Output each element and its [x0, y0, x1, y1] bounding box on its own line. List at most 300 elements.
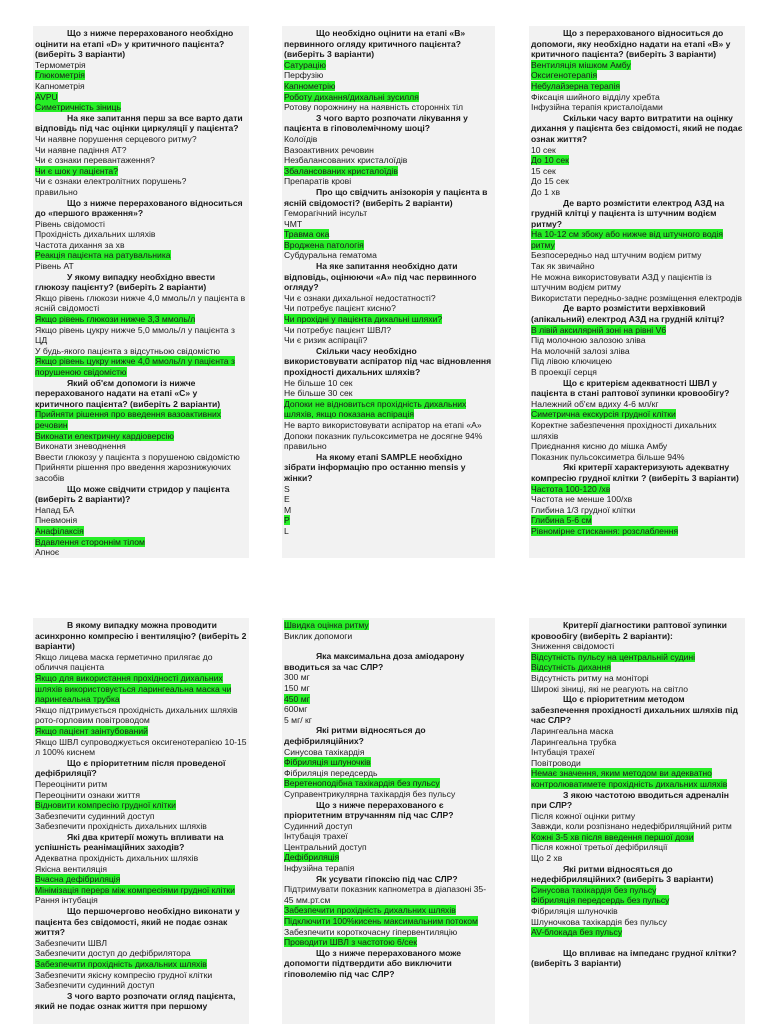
answer-text: P [284, 515, 290, 526]
answer-option [35, 452, 247, 463]
answer-text: Якщо рівень глюкози нижче 3,3 ммоль/л [35, 314, 196, 325]
answer-text: Збалансованих кристалоїдів [284, 165, 398, 176]
answer-text: Забезпечити судинний доступ [35, 810, 155, 821]
answer-text: Не можна використовувати АЗД у пацієнтів із штучним водієм ритму [531, 271, 712, 293]
answer-option [284, 155, 493, 166]
answer-option [531, 399, 743, 410]
answer-text: Вазоактивних речовин [284, 144, 374, 155]
answer-option [35, 240, 247, 251]
answer-text: Оксигенотерапія [531, 70, 598, 81]
answer-option [284, 842, 493, 853]
answer-option [35, 505, 247, 516]
answer-option-highlighted [531, 409, 743, 420]
answer-text: Завжди, коли розпізнано недефібриляційний ритм [531, 821, 732, 832]
answer-text: Фібриляція передсердь без пульсу [531, 895, 670, 906]
answer-text: Фіксація шийного відділу хребта [531, 91, 660, 102]
question-text: Де варто розмістити верхівковий (апікальний) електрод АЗД на грудній клітці? [531, 303, 725, 325]
answer-text: Підтримувати показник капнометра в діапазоні 35-45 мм.рт.см [284, 884, 487, 905]
answer-option [531, 641, 743, 652]
answer-option-highlighted [284, 905, 493, 916]
answer-option [35, 155, 247, 166]
answer-text: Після кожної оцінки ритму [531, 810, 636, 821]
answer-text: Чи наявне порушення серцевого ритму? [35, 133, 197, 144]
answer-text: На молочній залозі зліва [531, 345, 630, 356]
answer-option-highlighted [35, 874, 247, 885]
answer-text: Фібриляція шлуночків [531, 906, 618, 917]
answer-text: Не більше 10 сек [284, 377, 353, 388]
answer-text: M [284, 504, 292, 515]
answer-text: Безпосередньо над штучним водієм ритму [531, 250, 702, 261]
answer-text: Препаратів крові [284, 176, 352, 187]
answer-text: Забезпечити прохідність дихальних шляхів [35, 821, 207, 832]
question-text: Які ритми відносяться до дефібриляційних? [284, 725, 426, 746]
question-text: З якою частотою вводиться адреналін при СЛР? [531, 789, 729, 811]
answer-text: Переоцінити ознаки життя [35, 789, 140, 800]
answer-text: Немає значення, яким методом ви адекватно контролюватимете прохідність дихальних шляхів [531, 768, 728, 789]
answer-text: Рання інтубація [35, 895, 98, 906]
answer-text: Рівномірне стискання: розслаблення [531, 525, 679, 536]
answer-option [284, 821, 493, 832]
question-text: Де варто розмістити електрод АЗД на грудній клітці у пацієнта із штучним водієм ритму? [531, 197, 725, 229]
question-text: Що першочергово необхідно виконати у пацієнта без свідомості, який не подає ознак життя? [35, 906, 240, 938]
answer-text: AV-блокада без пульсу [531, 927, 623, 938]
answer-text: Широкі зіниці, які не реагують на світло [531, 683, 689, 694]
answer-text: Забезпечити доступ до дефібрилятора [35, 948, 191, 959]
question-text: Що з нижче перерахованого необхідно оцінити на етапі «D» у критичного пацієнта? (виберіть 3 варіанти) [35, 28, 234, 60]
question-text: Що необхідно оцінити на етапі «В» первинного огляду критичного пацієнта? (виберіть 3 варіанти) [284, 28, 466, 60]
answer-option [35, 938, 247, 949]
answer-text: Забезпечити прохідність дихальних шляхів [35, 959, 207, 969]
answer-option [284, 484, 493, 495]
answer-text: До 10 сек [531, 155, 569, 166]
answer-text: Якщо ШВЛ супроводжується оксигенотерапією 10-15 л 100% киснем [35, 736, 247, 758]
answer-text: Чи потребує пацієнт кисню? [284, 303, 396, 314]
answer-option-highlighted [35, 726, 247, 737]
answer-text: Ввести глюкозу у пацієнта з порушеною свідомістю [35, 451, 240, 462]
answer-text: правильно [35, 186, 78, 197]
answer-text: 450 мг [284, 693, 310, 704]
answer-text: Чи є ризик аспірації? [284, 335, 368, 346]
answer-option-highlighted [35, 959, 247, 970]
question-text: Що є критерієм адекватності ШВЛ у пацієнта в стані раптової зупинки кровообігу? [531, 377, 730, 399]
answer-option [284, 102, 493, 113]
answer-option [35, 737, 247, 758]
answer-text: Вчасна дефібриляція [35, 874, 121, 885]
answer-text: Субдуральна гематома [284, 250, 377, 261]
answer-option [531, 367, 743, 378]
answer-option-highlighted [35, 92, 247, 103]
answer-text: Під лівою ключицею [531, 356, 612, 367]
answer-option [284, 683, 493, 694]
answer-text: До 15 сек [531, 176, 569, 187]
answer-text: Анафілаксія [35, 525, 84, 536]
answer-option [284, 768, 493, 779]
spacer [284, 641, 493, 651]
answer-option-highlighted [531, 515, 743, 526]
answer-option [531, 505, 743, 516]
answer-text: Чи є шок у пацієнта? [35, 165, 118, 176]
question-text: Які два критерії можуть впливати на успішність реанімаційних заходів? [35, 831, 224, 853]
document-page-5 [282, 618, 495, 1024]
answer-option [284, 208, 493, 219]
answer-option [35, 970, 247, 981]
answer-text: Частота не менше 100/хв [531, 494, 633, 505]
answer-text: Відновити компресію грудної клітки [35, 800, 176, 811]
answer-text: Симетричність зіниць [35, 102, 121, 113]
answer-option [531, 821, 743, 832]
answer-option [284, 441, 493, 452]
answer-option [284, 704, 493, 715]
question-text: Про що свідчить анізокорія у пацієнта в ясній свідомості? (виберіть 2 варіанти) [284, 186, 488, 208]
answer-text: Відсутність дихання [531, 662, 611, 673]
question-text: Які критерії характеризують адекватну компресію грудної клітки ? (виберіть 3 варіанти) [531, 462, 739, 483]
answer-text: Термометрія [35, 59, 86, 70]
answer-option [531, 187, 743, 198]
answer-option-highlighted [35, 526, 247, 537]
answer-option [35, 462, 247, 483]
answer-text: Інтубація трахеї [284, 831, 348, 842]
answer-option-highlighted [35, 250, 247, 261]
answer-text: Забезпечити якісну компресію грудної клітки [35, 969, 213, 980]
answer-option [35, 134, 247, 145]
question-text: Скільки часу необхідно використовувати аспіратор під час відновлення прохідності дихальних шляхів? [284, 345, 492, 377]
question-text: Що є пріоритетним методом забезпечення прохідності дихальних шляхів під час СЛР? [531, 694, 738, 726]
question-text: Яка максимальна доза аміодарону вводиться за час СЛР? [284, 651, 465, 672]
answer-text: Синусова тахікардія без пульсу [531, 884, 657, 895]
answer-option [35, 895, 247, 906]
answer-option [284, 789, 493, 800]
answer-text: 5 мг/ кг [284, 714, 312, 725]
answer-text: 150 мг [284, 682, 310, 693]
answer-option [284, 631, 493, 642]
answer-text: Фібриляція передсердь [284, 767, 378, 778]
question-text: У якому випадку необхідно ввести глюкозу пацієнту? (виберіть 2 варіанти) [35, 271, 216, 293]
answer-text: Перфузію [284, 70, 324, 81]
answer-text: Сатурацію [284, 59, 326, 70]
answer-option [531, 684, 743, 695]
answer-option-highlighted [35, 409, 247, 430]
answer-text: Рівень АТ [35, 261, 74, 272]
answer-option-highlighted [35, 70, 247, 81]
answer-text: E [284, 494, 290, 505]
answer-option-highlighted [531, 927, 743, 938]
answer-option [35, 515, 247, 526]
answer-option-highlighted [531, 832, 743, 843]
answer-option [531, 272, 743, 293]
answer-text: Що 2 хв [531, 853, 563, 864]
answer-text: 15 сек [531, 165, 556, 176]
answer-text: Синусова тахікардія [284, 746, 365, 757]
answer-option-highlighted [35, 356, 247, 377]
answer-text: Глюкометрія [35, 70, 85, 81]
answer-text: Після кожної третьої дефібриляції [531, 842, 668, 853]
answer-option [284, 715, 493, 726]
answer-option [35, 811, 247, 822]
answer-text: правильно [284, 441, 327, 452]
answer-option [35, 948, 247, 959]
answer-option [531, 420, 743, 441]
answer-text: Прийняти рішення про введення жарознижуючих засобів [35, 462, 231, 483]
answer-text: Коректне забезпечення прохідності дихальних шляхів [531, 419, 717, 441]
question-text: Що з нижче перерахованого відноситься до «першого враження»? [35, 197, 243, 219]
answer-option [284, 747, 493, 758]
answer-option-highlighted [35, 885, 247, 896]
answer-text: Капнометрію [284, 80, 336, 91]
answer-text: Прохідність дихальних шляхів [35, 229, 156, 240]
answer-text: Якщо рівень глюкози нижче 4,0 ммоль/л у пацієнта в ясній свідомості [35, 292, 246, 314]
answer-option [35, 790, 247, 801]
answer-text: Швидка оцінка ритму [284, 620, 369, 630]
answer-option [531, 811, 743, 822]
answer-option [284, 672, 493, 683]
answer-text: Допоки не відновиться прохідність дихальних шляхів, якщо показана аспірація [284, 398, 467, 420]
answer-text: Забезпечити ШВЛ [35, 937, 108, 948]
answer-text: Під молочною залозою зліва [531, 335, 646, 346]
answer-text: Чи потребує пацієнт ШВЛ? [284, 324, 392, 335]
question-text: З чого варто розпочати лікування у пацієнта в гіповолемічному шоці? [284, 112, 468, 134]
question-text: В якому випадку можна проводити асинхронно компресію і вентиляцію? (виберіть 2 варіанти) [35, 620, 247, 652]
answer-option [35, 652, 247, 673]
answer-option [284, 293, 493, 304]
answer-option [531, 747, 743, 758]
answer-option [35, 176, 247, 187]
answer-text: Ротову порожнину на наявність сторонніх тіл [284, 102, 464, 113]
question-text: Що з нижче перерахованого є пріоритетним втручанням під час СЛР? [284, 799, 454, 821]
answer-text: У будь-якого пацієнта з відсутньою свідомістю [35, 345, 220, 356]
answer-option [35, 60, 247, 71]
answer-text: Допоки показник пульсоксиметра не досягне 94% [284, 430, 483, 441]
answer-text: Чи є ознаки електролітних порушень? [35, 176, 187, 187]
answer-text: Травма ока [284, 229, 330, 240]
answer-option [35, 261, 247, 272]
answer-text: Підключити 100%кисень максимальним потоком [284, 916, 478, 927]
answer-text: Апноє [35, 547, 60, 558]
answer-option-highlighted [35, 800, 247, 811]
answer-option [35, 293, 247, 314]
question-text: З чого варто розпочати огляд пацієнта, який не подає ознак життя при першому [35, 990, 236, 1012]
answer-option [284, 831, 493, 842]
answer-option-highlighted [531, 229, 743, 250]
answer-text: Переоцінити ритм [35, 778, 108, 789]
question-text: На яке запитання перш за все варто дати відповідь під час оцінки циркуляції у пацієнта? [35, 112, 243, 134]
answer-text: Ларингеальна трубка [531, 736, 617, 747]
question-text: Що впливає на імпеданс грудної клітки? (виберіть 3 варіанти) [531, 947, 737, 969]
answer-option [531, 346, 743, 357]
answer-option [35, 145, 247, 156]
answer-option [531, 917, 743, 928]
answer-option [35, 547, 247, 558]
answer-option [531, 494, 743, 505]
answer-option-highlighted [531, 652, 743, 663]
answer-text: Шлуночкова тахікардія без пульсу [531, 916, 667, 927]
answer-option-highlighted [35, 537, 247, 548]
answer-option [531, 906, 743, 917]
answer-text: Мінімізація перерв між компресіями грудної клітки [35, 884, 235, 895]
answer-option-highlighted [284, 229, 493, 240]
question-text: Який об'єм допомоги із нижче перерахованого надати на етапі «С» у критичного пацієнта? (виберіть 2 варіанти) [35, 377, 221, 409]
answer-option-highlighted [35, 102, 247, 113]
answer-option [284, 505, 493, 516]
answer-option-highlighted [284, 314, 493, 325]
answer-option-highlighted [531, 768, 743, 789]
answer-option [531, 176, 743, 187]
answer-option [35, 346, 247, 357]
answer-option [284, 388, 493, 399]
answer-text: Вдавлення стороннім тілом [35, 536, 145, 547]
answer-option-highlighted [284, 240, 493, 251]
question-text: Які ритми відносяться до недефібриляційних? (виберіть 3 варіанти) [531, 863, 714, 885]
answer-text: Небулайзерна терапія [531, 80, 621, 91]
answer-text: Судинний доступ [284, 820, 353, 831]
answer-option-highlighted [35, 166, 247, 177]
answer-text: Не більше 30 сек [284, 388, 353, 399]
answer-option [35, 779, 247, 790]
answer-option [531, 293, 743, 304]
answer-option [284, 134, 493, 145]
answer-text: Рівень свідомості [35, 218, 105, 229]
answer-text: Чи наявне падіння АТ? [35, 144, 127, 155]
answer-text: Повітроводи [531, 757, 581, 768]
answer-option [284, 250, 493, 261]
answer-text: Якщо рівень цукру нижче 4,0 ммоль/л у пацієнта з порушеною свідомістю [35, 356, 235, 377]
answer-text: Якщо пацієнт заінтубований [35, 725, 148, 736]
answer-option [531, 356, 743, 367]
answer-option [35, 864, 247, 875]
answer-text: S [284, 483, 290, 494]
answer-text: Відсутність пульсу на центральній судині [531, 651, 696, 662]
answer-option [531, 102, 743, 113]
answer-option [284, 303, 493, 314]
answer-option-highlighted [531, 81, 743, 92]
answer-text: Так як звичайно [531, 261, 595, 272]
answer-option [284, 420, 493, 431]
answer-text: Не варто використовувати аспіратор на етапі «А» [284, 419, 482, 430]
answer-option [531, 452, 743, 463]
answer-option [531, 842, 743, 853]
answer-option [284, 927, 493, 938]
answer-text: Показник пульсоксиметра більше 94% [531, 451, 685, 462]
answer-text: Якщо рівень цукру нижче 5,0 ммоль/л у пацієнта з ЦД [35, 324, 235, 346]
answer-option [35, 821, 247, 832]
answer-text: Якщо лицева маска герметично прилягає до обличчя пацієнта [35, 651, 213, 673]
answer-option [35, 81, 247, 92]
answer-text: L [284, 525, 289, 536]
document-page-2 [282, 26, 495, 558]
answer-text: Виконати електричну кардіоверсію [35, 430, 174, 441]
question-text: Що є пріоритетним після проведеної дефібриляції? [35, 757, 226, 779]
answer-option [35, 980, 247, 991]
answer-text: Забезпечити судинний доступ [35, 980, 155, 991]
answer-option [531, 335, 743, 346]
answer-option [35, 705, 247, 726]
answer-option-highlighted [284, 937, 493, 948]
answer-option [35, 187, 247, 198]
answer-text: Кожні 3-5 хв після введення першої дози [531, 831, 694, 842]
answer-text: Інтубація трахеї [531, 747, 595, 758]
answer-option-highlighted [284, 166, 493, 177]
answer-text: Інфузійна терапія [284, 863, 355, 874]
document-page-1 [33, 26, 249, 558]
answer-text: Колоїдів [284, 133, 318, 144]
answer-option [284, 431, 493, 442]
answer-text: Приєднання кисню до мішка Амбу [531, 441, 668, 452]
answer-text: Належний об'єм вдиху 4-6 мл/кг [531, 398, 659, 409]
answer-option [35, 229, 247, 240]
answer-option [284, 219, 493, 230]
answer-option-highlighted [284, 620, 493, 631]
answer-text: Проводити ШВЛ з частотою 6/сек [284, 937, 418, 948]
answer-text: Дефібриляція [284, 852, 340, 863]
answer-option [531, 673, 743, 684]
answer-option-highlighted [531, 895, 743, 906]
answer-text: Чи є ознаки перевантаження? [35, 155, 155, 166]
document-page-6 [529, 618, 745, 1024]
answer-option [531, 145, 743, 156]
answer-text: В проекції серця [531, 367, 597, 377]
answer-option-highlighted [35, 673, 247, 705]
answer-text: Глибина 1/3 грудної клітки [531, 504, 636, 515]
answer-text: Глибина 5-6 см [531, 515, 592, 526]
answer-text: Вентиляція мішком Амбу [531, 59, 631, 70]
answer-text: Ларингеальна маска [531, 725, 614, 736]
answer-text: Напад БА [35, 504, 75, 515]
answer-option-highlighted [284, 778, 493, 789]
answer-option-highlighted [35, 314, 247, 325]
answer-option [284, 863, 493, 874]
answer-text: Частота дихання за хв [35, 239, 125, 250]
answer-option-highlighted [531, 885, 743, 896]
answer-text: Частота 100-120 /хв [531, 483, 611, 494]
answer-option-highlighted [284, 916, 493, 927]
answer-option [531, 166, 743, 177]
answer-text: Суправентрикулярна тахікардія без пульсу [284, 788, 456, 799]
answer-option [531, 441, 743, 452]
answer-text: Якісна вентиляція [35, 863, 107, 874]
answer-option-highlighted [531, 155, 743, 166]
document-page-3 [529, 26, 745, 558]
answer-text: Прийняти рішення про введення вазоактивних речовин [35, 409, 222, 430]
answer-text: 300 мг [284, 672, 310, 683]
answer-text: Виклик допомоги [284, 630, 353, 641]
answer-option-highlighted [284, 399, 493, 420]
answer-text: Вроджена патологія [284, 239, 364, 250]
answer-option-highlighted [284, 81, 493, 92]
answer-option [284, 526, 493, 537]
question-text: На якому етапі SAMPLE необхідно зібрати інформацію про останню mensis у жінки? [284, 451, 466, 483]
answer-option-highlighted [284, 515, 493, 526]
answer-option [284, 176, 493, 187]
answer-text: В лівій аксилярній зоні на рівні V6 [531, 324, 667, 335]
answer-option [284, 145, 493, 156]
answer-option-highlighted [284, 60, 493, 71]
answer-option-highlighted [531, 70, 743, 81]
answer-option [284, 335, 493, 346]
answer-text: Якщо підтримується прохідність дихальних шляхів рото-горловим повітроводом [35, 704, 238, 726]
answer-text: Роботу дихання/дихальні зусилля [284, 91, 419, 102]
answer-text: Відсутність ритму на моніторі [531, 672, 649, 683]
question-text: Що з нижче перерахованого може допомогти підтвердити або виключити гіповолемію під час СЛР? [284, 947, 462, 979]
answer-option-highlighted [35, 431, 247, 442]
answer-option-highlighted [284, 92, 493, 103]
answer-option [35, 853, 247, 864]
answer-option [35, 219, 247, 230]
spacer [531, 938, 743, 948]
question-text: Скільки часу варто витратити на оцінку дихання у пацієнта без свідомості, який не подає ознак життя? [531, 112, 743, 144]
answer-text: AVPU [35, 91, 58, 102]
answer-text: Капнометрія [35, 80, 85, 91]
answer-option [284, 70, 493, 81]
answer-option-highlighted [531, 526, 743, 537]
